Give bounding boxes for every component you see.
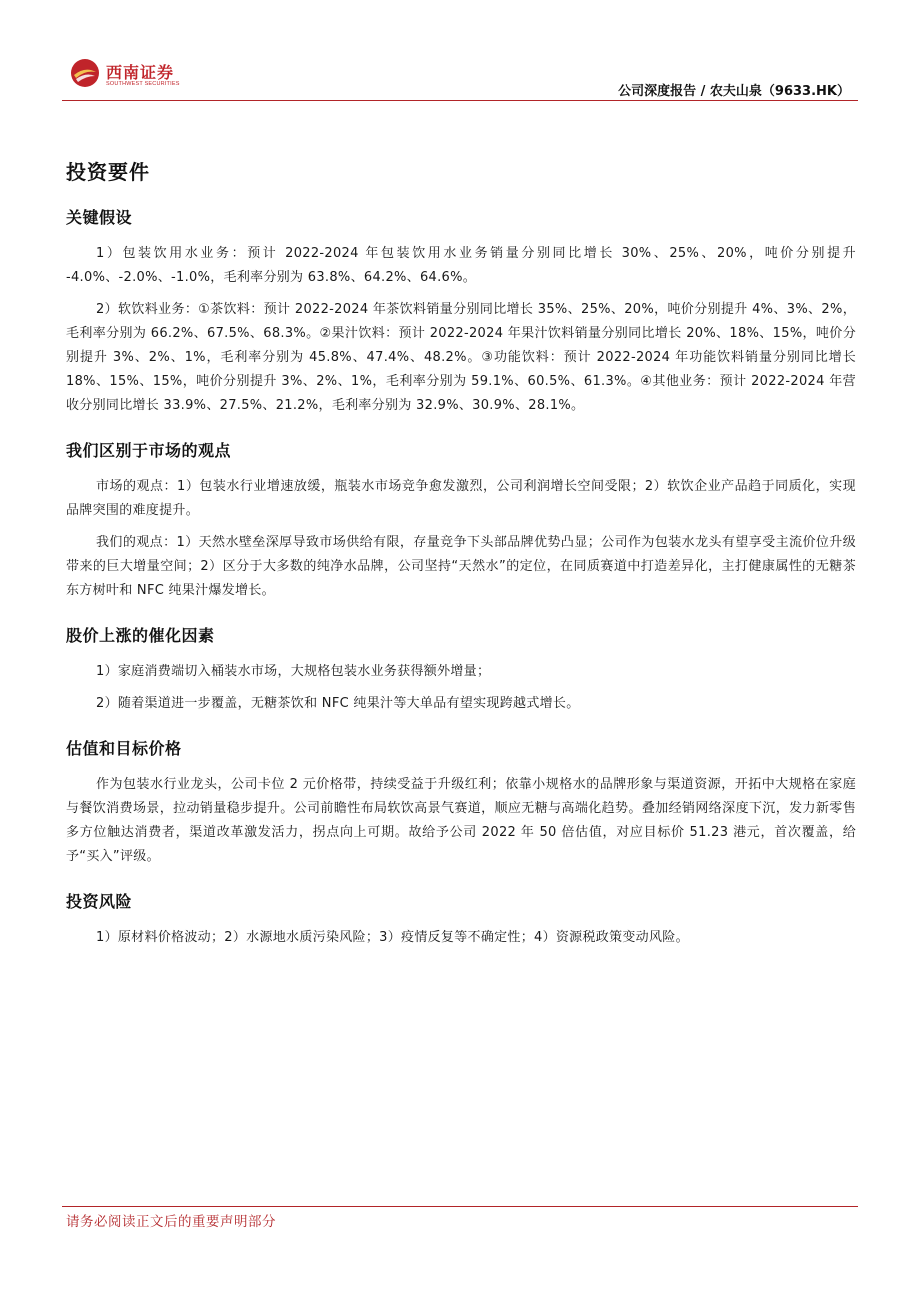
footer-disclaimer: 请务必阅读正文后的重要声明部分 <box>66 1214 276 1230</box>
logo-english-name: SOUTHWEST SECURITIES <box>106 81 180 87</box>
logo-chinese-name: 西南证券 <box>106 63 175 82</box>
company-logo <box>70 58 190 94</box>
section-heading: 关键假设 <box>66 208 133 227</box>
section-risks <box>66 889 856 950</box>
paragraph: 1）原材料价格波动；2）水源地水质污染风险；3）疫情反复等不确定性；4）资源税政策变动风险。 <box>96 930 689 945</box>
paragraph: 市场的观点：1）包装水行业增速放缓，瓶装水市场竞争愈发激烈，公司利润增长空间受限；2）软饮企业产品趋于同质化，实现品牌突围的难度提升。 <box>66 479 856 518</box>
paragraph: 我们的观点：1）天然水壁垒深厚导致市场供给有限，存量竞争下头部品牌优势凸显；公司作为包装水龙头有望享受主流价位升级带来的巨大增量空间；2）区分于大多数的纯净水品牌，公司坚持“天然水”的定位，在同质赛道中打造差异化，主打健康属性的无糖茶东方树叶和 NFC 纯果汁爆发增长。 <box>66 535 856 598</box>
page-header <box>0 0 920 104</box>
report-title: 公司深度报告 / 农夫山泉（9633.HK） <box>618 84 850 99</box>
section-catalysts <box>66 623 856 716</box>
section-heading: 投资风险 <box>66 892 133 911</box>
section-heading: 估值和目标价格 <box>66 739 182 758</box>
page-title: 投资要件 <box>66 160 150 184</box>
paragraph: 1）包装饮用水业务：预计 2022-2024 年包装饮用水业务销量分别同比增长 30%、25%、20%，吨价分别提升 -4.0%、-2.0%、-1.0%，毛利率分别为 63.8%、64.2%、64.6%。 <box>66 246 856 285</box>
section-valuation <box>66 736 856 869</box>
section-key-assumptions <box>66 205 856 418</box>
paragraph: 2）软饮料业务：①茶饮料：预计 2022-2024 年茶饮料销量分别同比增长 35%、25%、20%，吨价分别提升 4%、3%、2%，毛利率分别为 66.2%、67.5%、68.3%。②果汁饮料：预计 2022-2024 年果汁饮料销量分别同比增长 20%、18%、15%，吨价分别提升 3%、2%、1%，毛利率分别为 45.8%、47.4%、48.2%。③功能饮料：预计 2022-2024 年功能饮料销量分别同比增长 18%、15%、15%，吨价分别提升 3%、2%、1%，毛利率分别为 59.1%、60.5%、61.3%。④其他业务：预计 2022-2024 年营收分别同比增长 33.9%、27.5%、21.2%，毛利率分别为 32.9%、30.9%、28.1%。 <box>66 302 856 413</box>
paragraph: 作为包装水行业龙头，公司卡位 2 元价格带，持续受益于升级红利；依靠小规格水的品牌形象与渠道资源，开拓中大规格在家庭与餐饮消费场景，拉动销量稳步提升。公司前瞻性布局软饮高景气赛道，顺应无糖与高端化趋势。叠加经销网络深度下沉，发力新零售多方位触达消费者，渠道改革激发活力，拐点向上可期。故给予公司 2022 年 50 倍估值，对应目标价 51.23 港元，首次覆盖，给予“买入”评级。 <box>66 777 856 864</box>
header-divider <box>62 100 858 101</box>
main-content <box>66 156 856 958</box>
section-differentiated-view <box>66 438 856 603</box>
section-heading: 我们区别于市场的观点 <box>66 441 232 460</box>
section-heading: 股价上涨的催化因素 <box>66 626 215 645</box>
logo-emblem-icon <box>70 58 100 88</box>
footer-divider <box>62 1206 858 1207</box>
paragraph: 2）随着渠道进一步覆盖，无糖茶饮和 NFC 纯果汁等大单品有望实现跨越式增长。 <box>96 696 580 711</box>
paragraph: 1）家庭消费端切入桶装水市场，大规格包装水业务获得额外增量； <box>96 664 491 679</box>
